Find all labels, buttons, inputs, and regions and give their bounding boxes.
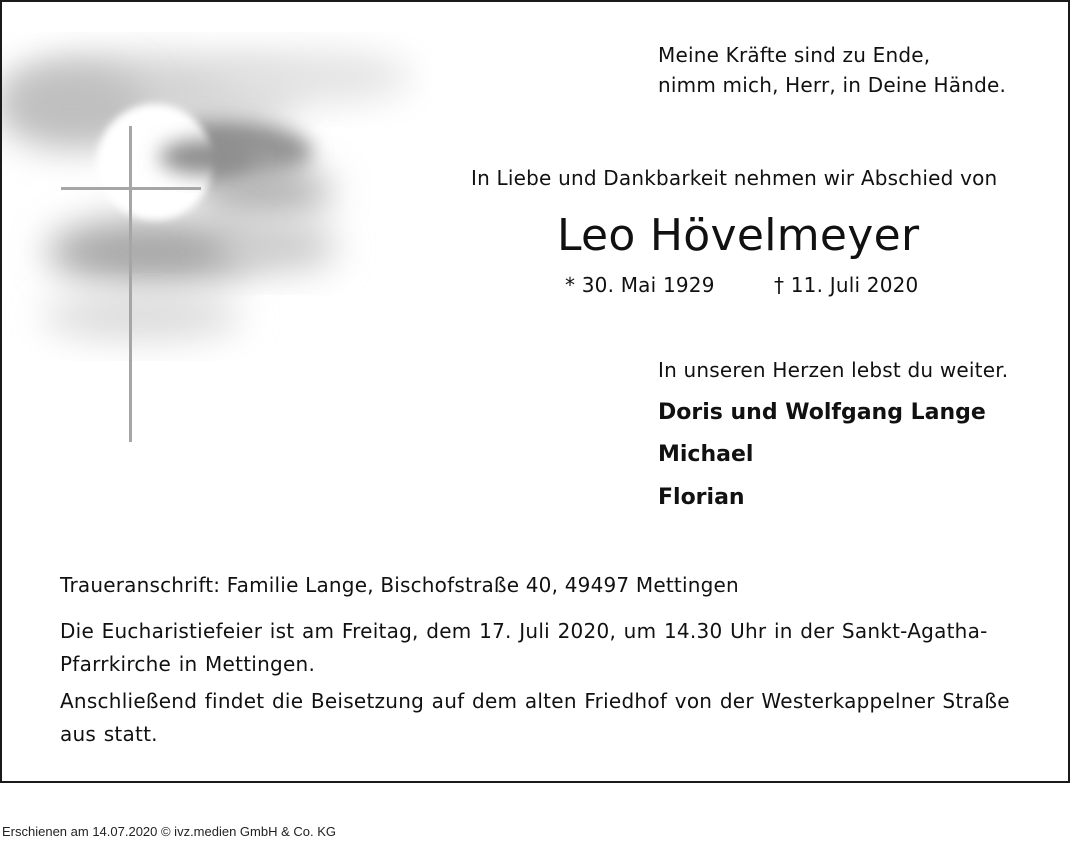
verse xyxy=(658,40,1006,100)
birth-date: * 30. Mai 1929 xyxy=(565,273,715,297)
mourning-address: Traueranschrift: Familie Lange, Bischofstraße 40, 49497 Mettingen xyxy=(60,573,739,597)
burial-info: Anschließend findet die Beisetzung auf dem alten Friedhof von der Westerkappelner Straße aus statt. xyxy=(60,689,1010,746)
cross-with-sun-icon xyxy=(2,32,432,452)
verse-line-1: Meine Kräfte sind zu Ende, xyxy=(658,43,931,67)
mourner-name: Florian xyxy=(658,485,745,510)
deceased-name: Leo Hövelmeyer xyxy=(557,210,920,261)
publication-footer: Erschienen am 14.07.2020 © ivz.medien GmbH & Co. KG xyxy=(2,824,337,839)
service-info: Die Eucharistiefeier ist am Freitag, dem 17. Juli 2020, um 14.30 Uhr in der Sankt-Agatha-Pfarrkirche in Mettingen. xyxy=(60,619,988,676)
mourner-name: Michael xyxy=(658,442,754,467)
hearts-line: In unseren Herzen lebst du weiter. xyxy=(658,358,1009,382)
verse-line-2: nimm mich, Herr, in Deine Hände. xyxy=(658,73,1007,97)
farewell-intro: In Liebe und Dankbarkeit nehmen wir Abschied von xyxy=(471,166,998,190)
mourner-name: Doris und Wolfgang Lange xyxy=(658,400,986,425)
death-date: † 11. Juli 2020 xyxy=(774,273,919,297)
